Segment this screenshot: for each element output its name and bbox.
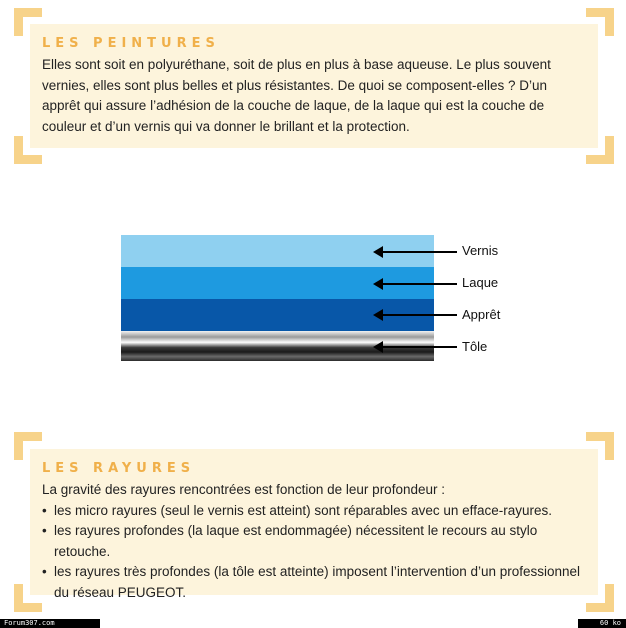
rayures-list: [42, 501, 586, 604]
list-item: • les micro rayures (seul le vernis est atteint) sont réparables avec un efface-rayures.: [42, 501, 586, 522]
arrow-icon: [379, 283, 457, 285]
rayures-intro: La gravité des rayures rencontrées est fonction de leur profondeur :: [42, 482, 445, 497]
rayures-title: LES RAYURES: [42, 461, 196, 476]
peintures-title: LES PEINTURES: [42, 36, 220, 51]
peintures-panel: [30, 24, 598, 148]
watermark-site: Forum307.com: [0, 619, 100, 628]
arrow-icon: [379, 251, 457, 253]
list-item: • les rayures très profondes (la tôle est atteinte) imposent l’intervention d’un professionnel du réseau PEUGEOT.: [42, 562, 586, 603]
label-vernis: Vernis: [462, 243, 499, 258]
arrow-icon: [379, 314, 457, 316]
label-appret: Apprêt: [462, 307, 501, 322]
list-item: • les rayures profondes (la laque est endommagée) nécessitent le recours au stylo retouche.: [42, 521, 586, 562]
arrow-icon: [379, 346, 457, 348]
file-size-badge: 60 ko: [578, 619, 626, 628]
label-laque: Laque: [462, 275, 499, 290]
label-tole: Tôle: [462, 339, 488, 354]
peintures-text: Elles sont soit en polyuréthane, soit de plus en plus à base aqueuse. Le plus souvent vernies, elles sont plus belles et plus résistantes. De quoi se composent-elles ? D’un apprêt qui assure l’adhésion de la couche de laque, de la laque qui est la couche de couleur et d’un vernis qui va donner le brillant et la protection.: [42, 57, 551, 134]
rayures-panel: [30, 449, 598, 600]
paint-layers-diagram: [121, 235, 501, 365]
